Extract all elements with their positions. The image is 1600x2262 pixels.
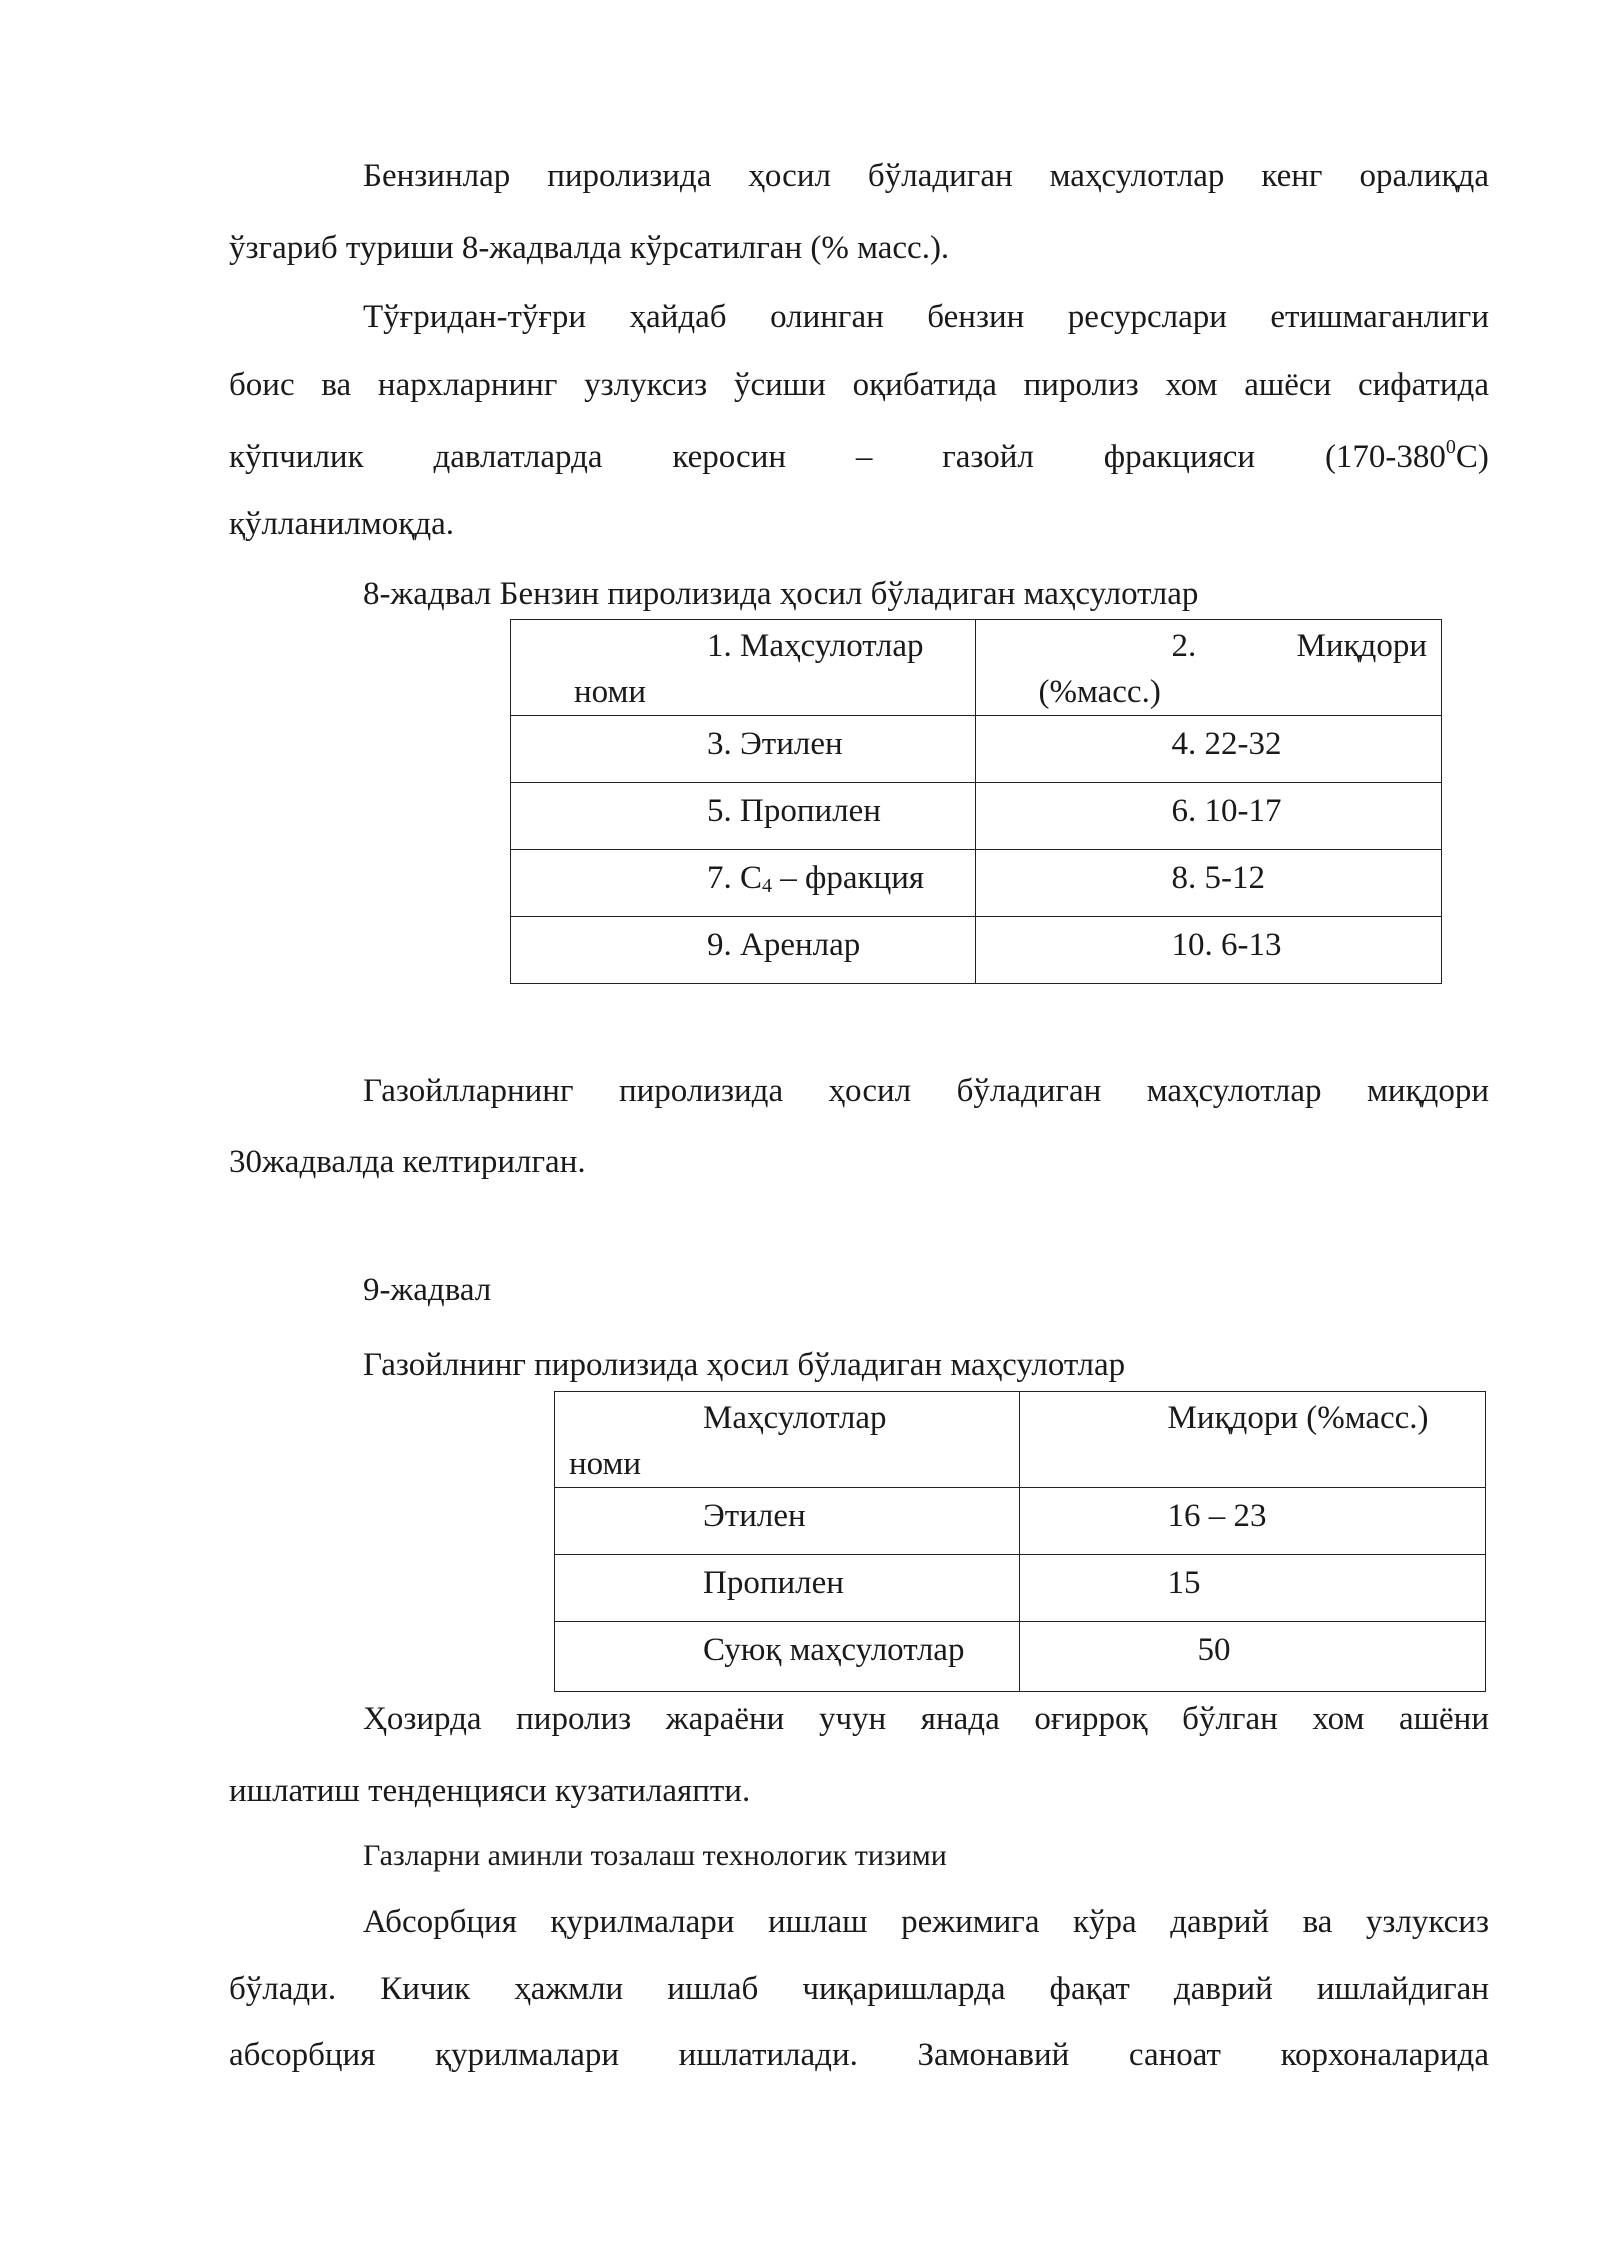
para4-line1: Ҳозирда пиролиз жараёни учун янада оғирроқ бўлган хом ашёни	[363, 1701, 1489, 1737]
para5-line1: Абсорбция қурилмалари ишлаш режимига кўра даврий ва узлуксиз	[363, 1904, 1489, 1940]
para5-line2: бўлади. Кичик ҳажмли ишлаб чиқаришларда фақат даврий ишлайдиган	[229, 1971, 1489, 2007]
section-heading: Газларни аминли тозалаш технологик тизими	[363, 1839, 947, 1872]
para2-word-4: –	[855, 439, 873, 475]
cell-text	[707, 856, 924, 900]
table-row	[511, 917, 1442, 984]
table-row	[555, 1622, 1486, 1692]
cell-text: 16 – 23	[1167, 1498, 1267, 1534]
table9-cell-value	[1019, 1555, 1486, 1622]
para2-line2: боис ва нархларнинг узлуксиз ўсиши оқибатида пиролиз хом ашёси сифатида	[229, 367, 1489, 403]
header-value: Миқдори (%масс.)	[1167, 1400, 1429, 1436]
table-row	[555, 1555, 1486, 1622]
table9-header-value	[1019, 1392, 1486, 1488]
table9-cell-name	[555, 1622, 1020, 1692]
table9-header-name	[555, 1392, 1020, 1488]
table8-cell-value	[975, 917, 1442, 984]
para3-line2: 30жадвалда келтирилган.	[229, 1144, 586, 1180]
para4-line2: ишлатиш тенденцияси кузатилаяпти.	[229, 1773, 751, 1809]
c4-prefix: 7. С	[707, 860, 763, 896]
header-value-num: 2.	[1171, 628, 1197, 664]
header-name-line1: 1. Маҳсулотлар	[707, 628, 924, 664]
para2-temp-range	[1325, 437, 1489, 477]
cell-text: Этилен	[703, 1498, 806, 1534]
cell-text: 5. Пропилен	[707, 793, 881, 829]
para2-word-2: давлатларда	[433, 439, 603, 475]
header-value-unit: (%масс.)	[1038, 674, 1161, 710]
table9-cell-name	[555, 1555, 1020, 1622]
para1-line1: Бензинлар пиролизида ҳосил бўладиган маҳсулотлар кенг оралиқда	[363, 158, 1489, 194]
temp-range-text: (170-380	[1324, 439, 1446, 475]
header-name-line2: номи	[574, 674, 647, 710]
table8-header-value	[975, 620, 1442, 716]
cell-text: 50	[1197, 1632, 1231, 1668]
table9	[554, 1391, 1486, 1692]
cell-text: Пропилен	[703, 1565, 844, 1601]
para2-line4: қўлланилмоқда.	[229, 506, 455, 542]
table9-header-row	[555, 1392, 1486, 1488]
cell-text: 3. Этилен	[707, 726, 843, 762]
para2-word-1: кўпчилик	[229, 439, 364, 475]
cell-text: Суюқ маҳсулотлар	[703, 1632, 965, 1668]
table8-caption: 8-жадвал Бензин пиролизида ҳосил бўладиган маҳсулотлар	[363, 576, 1199, 612]
para2-line1: Тўғридан-тўғри ҳайдаб олинган бензин ресурслари етишмаганлиги	[363, 299, 1489, 335]
table9-caption: Газойлнинг пиролизида ҳосил бўладиган маҳсулотлар	[363, 1347, 1126, 1383]
header-value-word: Миқдори	[1296, 628, 1427, 664]
table8-cell-value	[975, 716, 1442, 783]
para2-word-3: керосин	[672, 439, 787, 475]
header-name-line2: номи	[569, 1446, 642, 1482]
cell-text: 8. 5-12	[1171, 860, 1265, 896]
cell-text: 15	[1167, 1565, 1201, 1601]
table9-cell-name	[555, 1488, 1020, 1555]
table9-cell-value	[1019, 1488, 1486, 1555]
table8-cell-name	[511, 850, 976, 917]
table9-cell-value	[1019, 1622, 1486, 1692]
table9-label: 9-жадвал	[363, 1272, 492, 1308]
table8-header-row	[511, 620, 1442, 716]
table8-cell-name	[511, 783, 976, 850]
table8-cell-name	[511, 716, 976, 783]
table-row	[511, 716, 1442, 783]
para5-line3: абсорбция қурилмалари ишлатилади. Замонавий саноат корхоналарида	[229, 2037, 1489, 2073]
table8	[510, 619, 1442, 984]
table-row	[511, 850, 1442, 917]
table-row	[555, 1488, 1486, 1555]
para2-word-5: газойл	[942, 439, 1034, 475]
temp-unit: С)	[1455, 439, 1489, 475]
header-name-line1: Маҳсулотлар	[703, 1400, 887, 1436]
para3-line1: Газойлларнинг пиролизида ҳосил бўладиган маҳсулотлар миқдори	[363, 1073, 1489, 1109]
cell-text: 10. 6-13	[1171, 927, 1282, 963]
c4-suffix: – фракция	[772, 860, 925, 896]
table8-cell-name	[511, 917, 976, 984]
table8-cell-value	[975, 850, 1442, 917]
cell-text: 9. Аренлар	[707, 927, 861, 963]
cell-text: 6. 10-17	[1171, 793, 1282, 829]
para2-word-6: фракцияси	[1103, 439, 1256, 475]
para1-line2: ўзгариб туриши 8-жадвалда кўрсатилган (% масс.).	[229, 230, 950, 266]
table8-cell-value	[975, 783, 1442, 850]
table8-header-name	[511, 620, 976, 716]
para2-line3	[229, 437, 1489, 477]
cell-text: 4. 22-32	[1171, 726, 1282, 762]
table-row	[511, 783, 1442, 850]
degree-sup: 0	[1445, 436, 1456, 458]
c4-subscript: 4	[762, 875, 773, 897]
